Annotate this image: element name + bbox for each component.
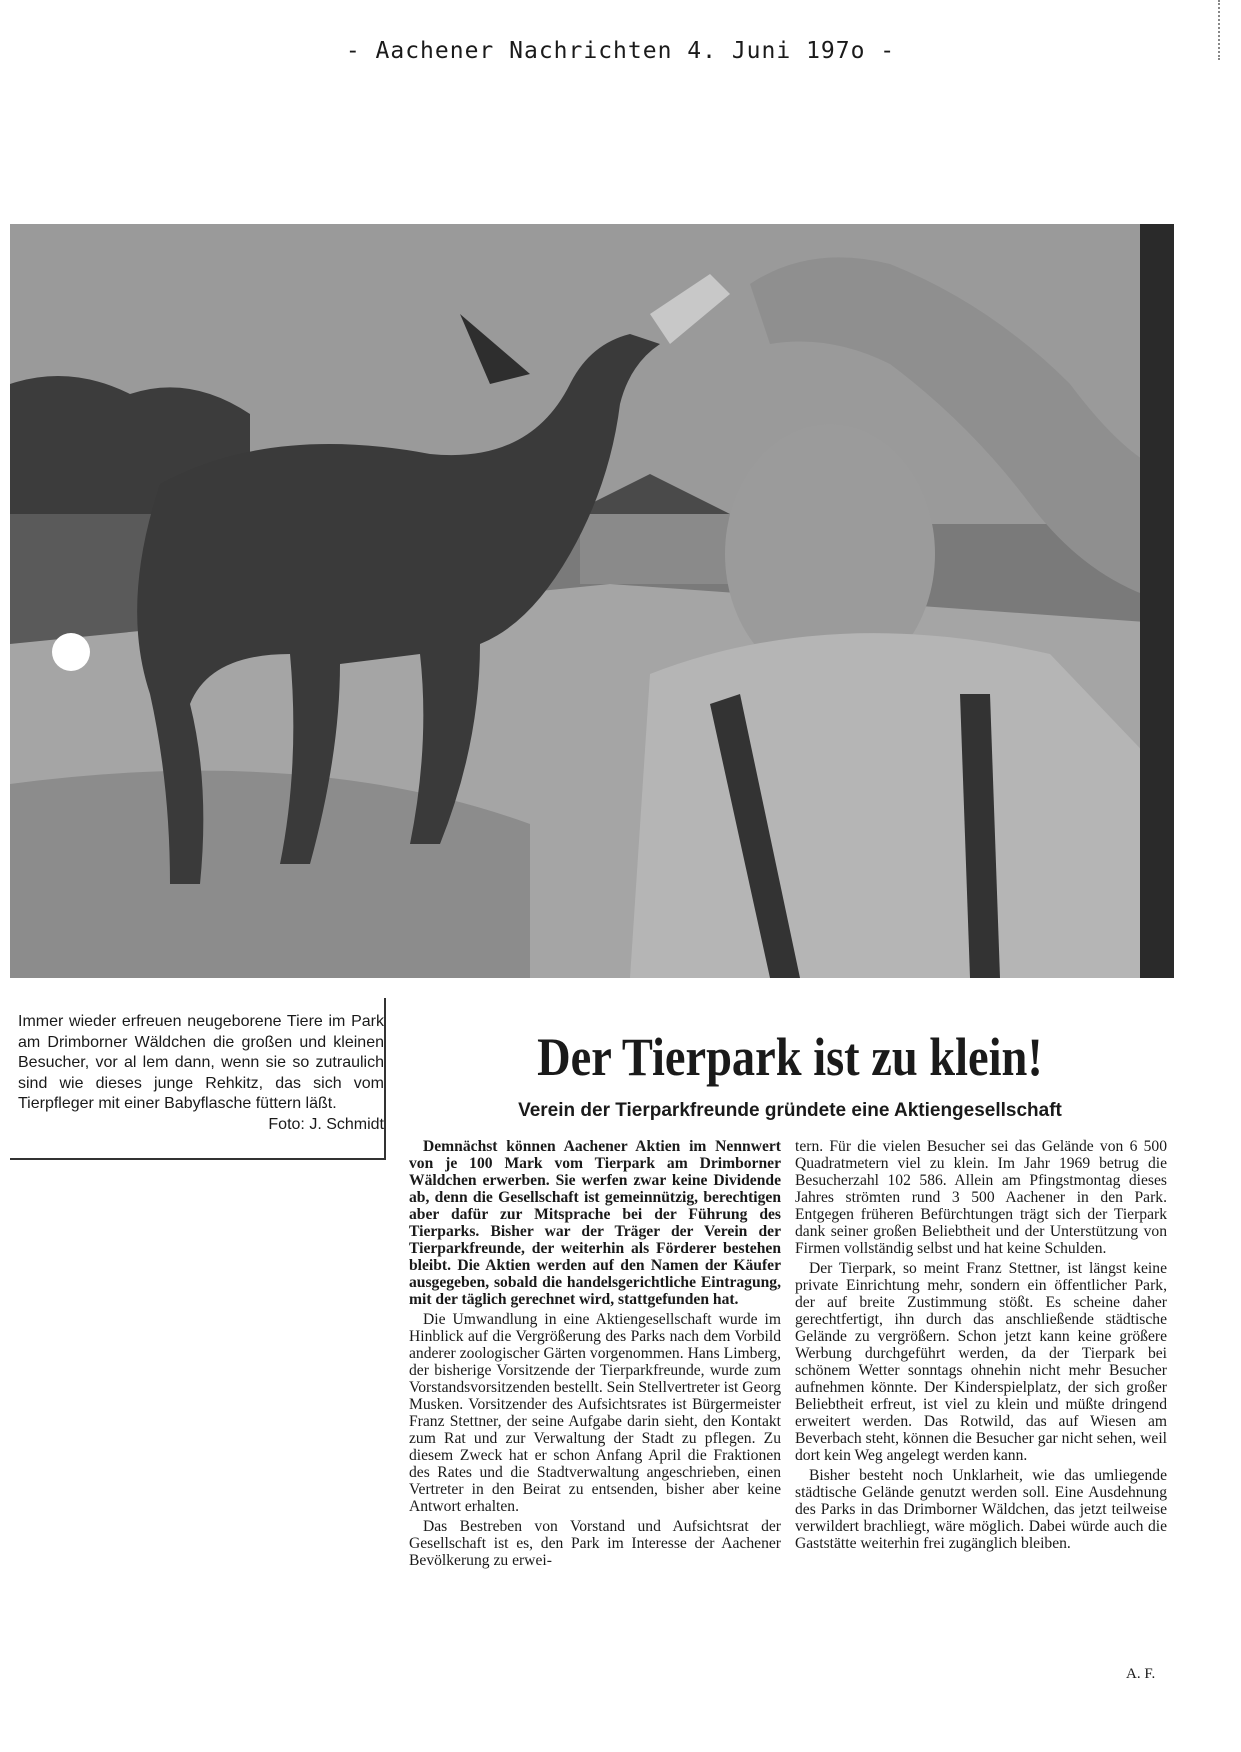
source-line: - Aachener Nachrichten 4. Juni 197o -: [345, 38, 896, 64]
lead-paragraph: Demnächst können Aachener Aktien im Nennwert von je 100 Mark vom Tierpark am Drimborner Wäldchen erwerben. Sie werfen zwar keine Dividende ab, denn die Gesellschaft ist gemeinnützig, berechtigen aber dafür zur Mitsprache bei der Führung des Tierparks. Bisher war der Träger der Verein der Tierparkfreunde, der weiterhin als Förderer bestehen bleibt. Die Aktien werden auf den Namen der Käufer ausgegeben, sobald die handelsgerichtliche Eintragung, mit der täglich gerechnet wird, stattgefunden hat.: [409, 1138, 781, 1308]
author-signature: A. F.: [1126, 1666, 1156, 1682]
photo-rendering: [10, 224, 1174, 978]
photo-caption: [18, 1012, 384, 1135]
paragraph: Das Bestreben von Vorstand und Aufsichtsrat der Gesellschaft ist es, den Park im Interesse der Aachener Bevölkerung zu erwei-: [409, 1518, 781, 1569]
news-photo: [10, 224, 1174, 978]
photo-credit: Foto: J. Schmidt: [268, 1115, 384, 1133]
paragraph: Die Umwandlung in eine Aktiengesellschaft wurde im Hinblick auf die Vergrößerung des Parks nach dem Vorbild anderer zoologischer Gärten vorgenommen. Hans Limberg, der bisherige Vorsitzende der Tierparkfreunde, wurde zum Vorstandsvorsitzenden bestellt. Sein Stellvertreter ist Georg Musken. Vorsitzender des Aufsichtsrates ist Bürgermeister Franz Stettner, der seine Aufgabe darin sieht, den Kontakt zum Rat und zur Verwaltung der Stadt zu pflegen. Zu diesem Zweck hat er schon Anfang April die Fraktionen des Rates und die Stadtverwaltung angeschrieben, einen Vertreter in den Beirat zu entsenden, bisher aber keine Antwort erhalten.: [409, 1311, 781, 1515]
article-subheadline: Verein der Tierparkfreunde gründete eine Aktiengesellschaft: [518, 1100, 1062, 1121]
paragraph: tern. Für die vielen Besucher sei das Gelände von 6 500 Quadratmetern viel zu klein. Im Jahr 1969 betrug die Besucherzahl 102 586. Allein am Pfingstmontag dieses Jahres strömten rund 3 500 Aachener in den Park. Entgegen früheren Befürchtungen trägt sich der Tierpark dank seiner großen Beliebtheit und der Unterstützung von Firmen vollständig selbst und hat keine Schulden.: [795, 1138, 1167, 1257]
paragraph: Bisher besteht noch Unklarheit, wie das umliegende städtische Gelände genutzt werden soll. Eine Ausdehnung des Parks in das Drimborner Wäldchen, das jetzt teilweise verwildert brachliegt, wäre möglich. Dabei würde auch die Gaststätte weiterhin frei zugänglich bleiben.: [795, 1467, 1167, 1552]
article-headline: Der Tierpark ist zu klein!: [537, 1027, 1043, 1087]
article-column-1: [409, 1138, 781, 1572]
article-column-2: [795, 1138, 1167, 1555]
punch-hole: [52, 633, 90, 671]
caption-body: Immer wieder erfreuen neugeborene Tiere im Park am Drimborner Wäldchen die großen und kleinen Besucher, vor al lem dann, wenn sie so zutraulich sind wie dieses junge Rehkitz, das sich vom Tierpfleger mit einer Babyflasche füttern läßt.: [18, 1013, 384, 1112]
paragraph: Der Tierpark, so meint Franz Stettner, ist längst keine private Einrichtung mehr, sondern ein öffentlicher Park, der auf breite Zustimmung stößt. Es scheine daher gerechtfertigt, ihn durch das anschließende städtische Gelände zu vergrößern. Schon jetzt kann keine größere Werbung durchgeführt werden, da der Tierpark bei schönem Wetter sonntags ohnehin nicht mehr Besucher aufnehmen könnte. Der Kinderspielplatz, der sich großer Beliebtheit erfreut, ist viel zu klein und müßte dringend erweitert werden. Das Rotwild, das auf Wiesen am Beverbach steht, können die Besucher gar nicht sehen, weil dort kein Weg angelegt werden kann.: [795, 1260, 1167, 1464]
